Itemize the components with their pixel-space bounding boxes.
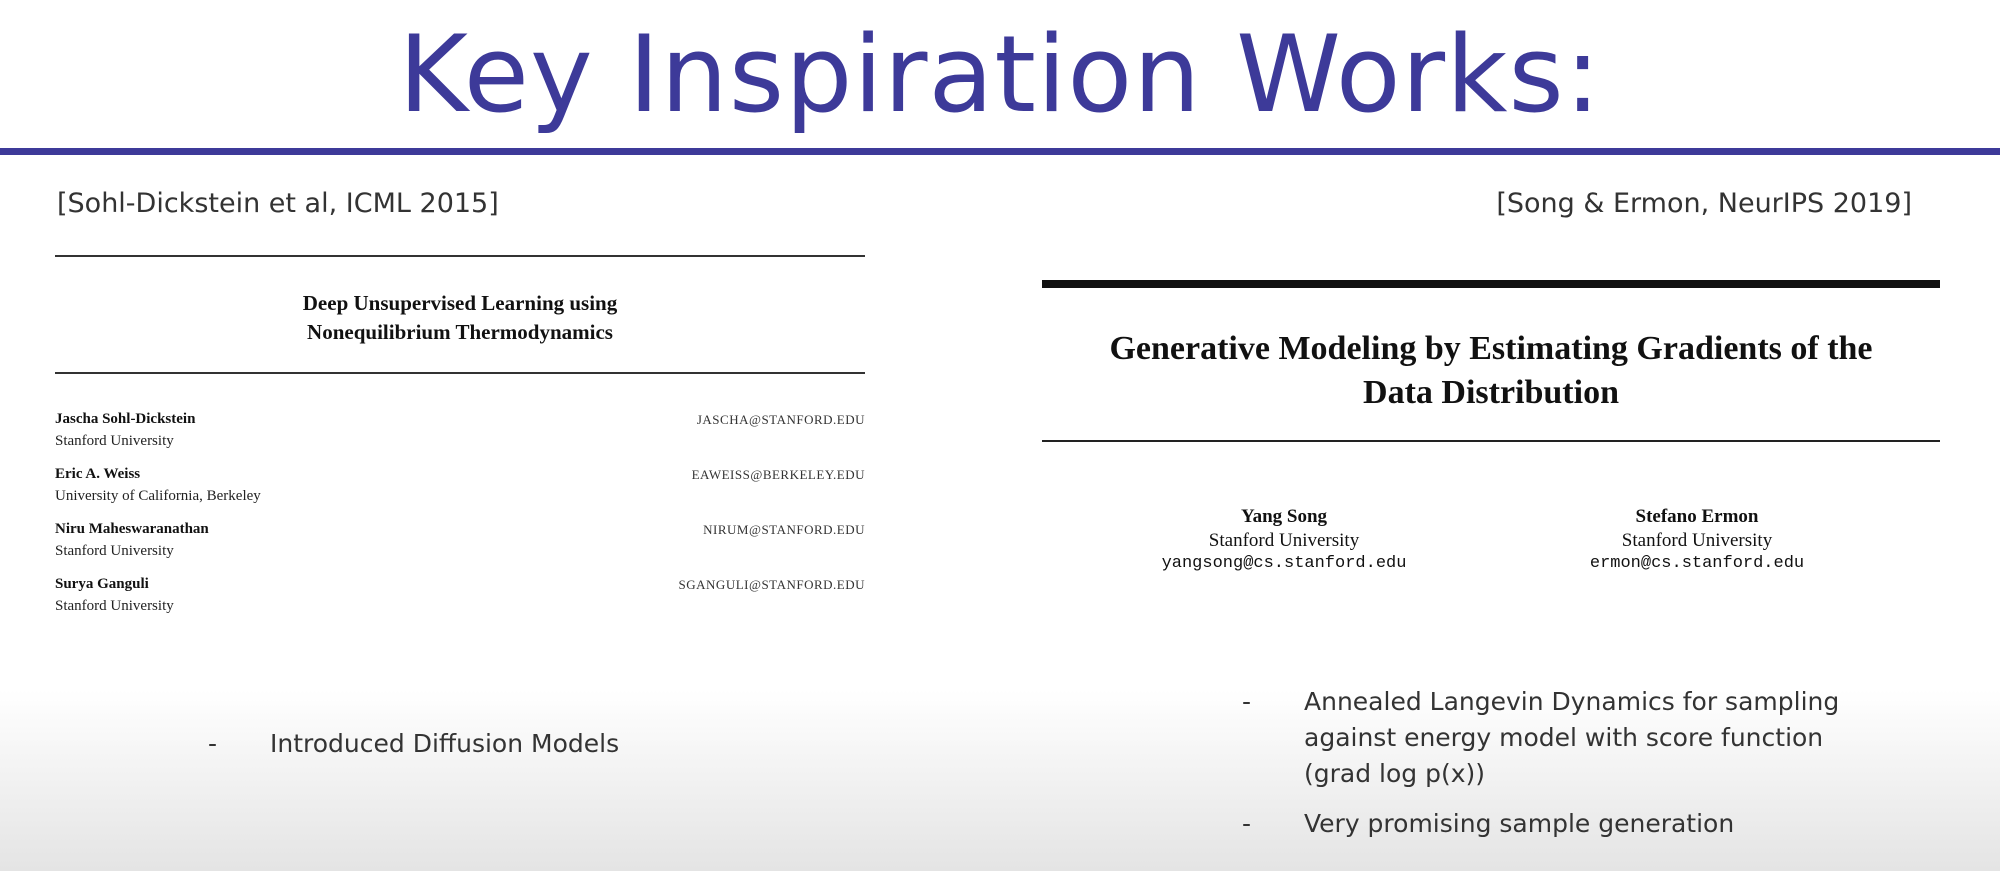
bullet-text	[1304, 684, 1839, 792]
author-entry	[55, 521, 865, 571]
author-affiliation: Stanford University	[1621, 530, 1773, 551]
bullet-line: (grad log p(x))	[1304, 759, 1486, 788]
bullet-text	[270, 726, 619, 762]
bullet-line: Introduced Diffusion Models	[270, 729, 620, 758]
author-name: Niru Maheswaranathan	[55, 521, 209, 537]
paper-bottom-rule	[55, 372, 865, 374]
author-email: yangsong@cs.stanford.edu	[1161, 554, 1407, 573]
bullet-dash: -	[208, 729, 218, 758]
title-line: Generative Modeling by Estimating Gradients of the	[1109, 330, 1873, 367]
bullet-line: against energy model with score function	[1304, 723, 1824, 752]
author-affiliation: Stanford University	[55, 543, 174, 559]
bullet-line: Annealed Langevin Dynamics for sampling	[1304, 687, 1840, 716]
author-affiliation: University of California, Berkeley	[55, 488, 261, 504]
paper-bottom-rule	[1042, 440, 1940, 442]
author-name: Eric A. Weiss	[55, 466, 141, 482]
title-line: Deep Unsupervised Learning using	[302, 291, 618, 315]
left-citation: [Sohl-Dickstein et al, ICML 2015]	[57, 188, 499, 219]
bullet-dash: -	[1242, 687, 1252, 716]
author-email: NIRUM@STANFORD.EDU	[703, 522, 865, 537]
title-line: Nonequilibrium Thermodynamics	[307, 320, 613, 344]
author-email: EAWEISS@BERKELEY.EDU	[691, 467, 865, 482]
bullet-dash: -	[1242, 809, 1252, 838]
paper-top-rule	[55, 255, 865, 257]
bullet-line: Very promising sample generation	[1304, 809, 1735, 838]
paper-top-rule	[1042, 280, 1940, 288]
author-affiliation: Stanford University	[55, 598, 174, 614]
title-line: Data Distribution	[1363, 374, 1619, 411]
author-entry	[1124, 505, 1444, 576]
author-email: JASCHA@STANFORD.EDU	[696, 412, 865, 427]
right-citation: [Song & Ermon, NeurIPS 2019]	[1496, 188, 1912, 219]
author-entry	[55, 576, 865, 626]
left-paper-title	[55, 289, 865, 347]
author-entry	[55, 411, 865, 461]
author-name: Stefano Ermon	[1635, 506, 1759, 527]
author-name: Yang Song	[1240, 506, 1328, 527]
author-entry	[1537, 505, 1857, 576]
title-underline	[0, 148, 2000, 155]
author-entry	[55, 466, 865, 516]
author-name: Surya Ganguli	[55, 576, 149, 592]
bullet-text	[1304, 806, 1734, 842]
slide-title: Key Inspiration Works:	[398, 13, 1602, 136]
author-email: SGANGULI@STANFORD.EDU	[678, 577, 865, 592]
author-affiliation: Stanford University	[55, 433, 174, 449]
author-name: Jascha Sohl-Dickstein	[55, 411, 196, 427]
right-paper-title	[1042, 327, 1940, 415]
author-affiliation: Stanford University	[1208, 530, 1360, 551]
author-email: ermon@cs.stanford.edu	[1589, 554, 1805, 573]
